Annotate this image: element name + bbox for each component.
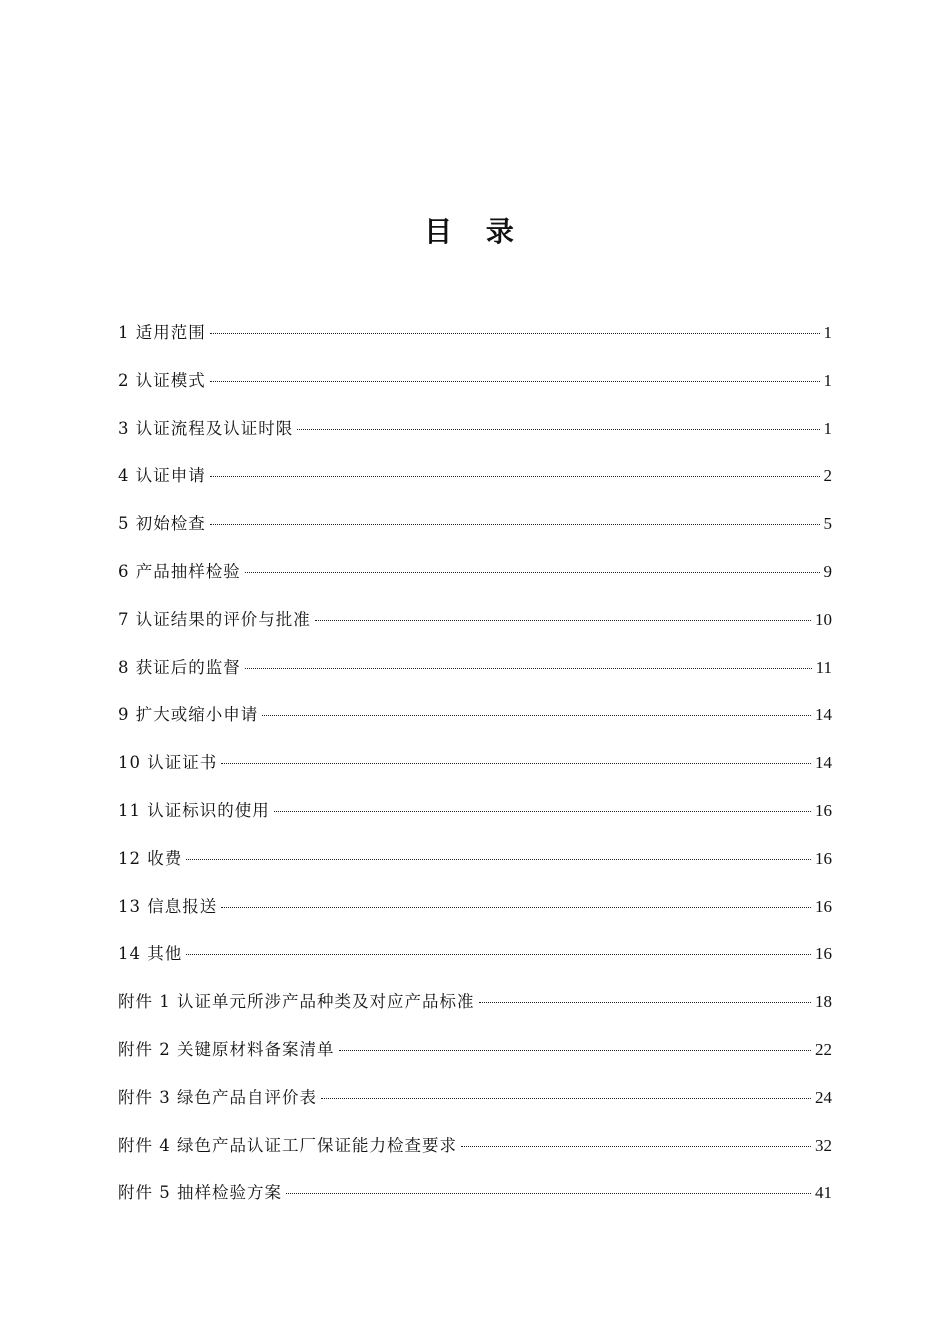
toc-entry-page: 32 [815, 1135, 832, 1155]
toc-entry-label: 10 认证证书 [118, 753, 218, 773]
toc-entry-label: 附件 2 关键原材料备案清单 [118, 1039, 335, 1059]
toc-entry-page: 18 [815, 992, 832, 1012]
toc-entry[interactable] [118, 1083, 832, 1131]
toc-entry[interactable] [118, 939, 832, 987]
toc-entry[interactable] [118, 796, 832, 844]
toc-entry[interactable] [118, 318, 832, 366]
toc-entry-page: 16 [815, 800, 832, 820]
toc-entry-label: 14 其他 [118, 944, 183, 964]
toc-entry[interactable] [118, 414, 832, 462]
toc-entry-page: 1 [823, 370, 832, 390]
toc-dot-leader [245, 572, 820, 573]
toc-dot-leader [210, 333, 820, 334]
toc-entry-label: 6 产品抽样检验 [118, 561, 241, 581]
toc-entry[interactable] [118, 366, 832, 414]
toc-dot-leader [186, 954, 811, 955]
toc-entry[interactable] [118, 987, 832, 1035]
toc-dot-leader [221, 907, 811, 908]
toc-dot-leader [297, 429, 819, 430]
toc-dot-leader [321, 1098, 811, 1099]
toc-dot-leader [274, 811, 811, 812]
toc-dot-leader [262, 715, 811, 716]
toc-entry-page: 24 [815, 1087, 832, 1107]
toc-entry[interactable] [118, 700, 832, 748]
toc-entry[interactable] [118, 653, 832, 701]
toc-dot-leader [186, 859, 811, 860]
toc-entry-page: 2 [823, 466, 832, 486]
toc-dot-leader [210, 524, 820, 525]
toc-entry-page: 14 [815, 705, 832, 725]
toc-entry-page: 10 [815, 609, 832, 629]
toc-entry[interactable] [118, 1131, 832, 1179]
toc-entry-page: 16 [815, 896, 832, 916]
toc-dot-leader [315, 620, 811, 621]
toc-dot-leader [461, 1146, 811, 1147]
toc-dot-leader [479, 1002, 812, 1003]
toc-dot-leader [339, 1050, 812, 1051]
toc-entry[interactable] [118, 844, 832, 892]
toc-entry[interactable] [118, 748, 832, 796]
toc-entry-label: 3 认证流程及认证时限 [118, 418, 294, 438]
toc-entry-label: 11 认证标识的使用 [118, 800, 270, 820]
toc-entry-label: 5 初始检查 [118, 514, 206, 534]
table-of-contents [118, 318, 832, 1226]
toc-entry[interactable] [118, 557, 832, 605]
toc-entry-page: 1 [823, 418, 832, 438]
toc-entry-page: 1 [823, 323, 832, 342]
toc-entry-label: 附件 3 绿色产品自评价表 [118, 1087, 317, 1107]
toc-dot-leader [245, 668, 812, 669]
toc-entry[interactable] [118, 509, 832, 557]
toc-entry-page: 16 [815, 944, 832, 964]
toc-entry-page: 41 [815, 1183, 832, 1203]
toc-entry-label: 4 认证申请 [118, 466, 206, 486]
toc-entry-page: 16 [815, 848, 832, 868]
toc-entry-page: 9 [823, 561, 832, 581]
toc-entry[interactable] [118, 1035, 832, 1083]
toc-dot-leader [221, 763, 811, 764]
toc-entry[interactable] [118, 1178, 832, 1226]
toc-entry-page: 5 [823, 514, 832, 534]
toc-entry-page: 14 [815, 753, 832, 773]
toc-dot-leader [286, 1193, 811, 1194]
toc-entry[interactable] [118, 461, 832, 509]
toc-entry-label: 12 收费 [118, 848, 183, 868]
toc-entry[interactable] [118, 892, 832, 940]
toc-entry-label: 附件 1 认证单元所涉产品种类及对应产品标准 [118, 992, 475, 1012]
toc-entry-label: 7 认证结果的评价与批准 [118, 609, 311, 629]
toc-entry-page: 11 [815, 657, 832, 677]
page-title: 目 录 [424, 215, 526, 248]
toc-entry-label: 附件 5 抽样检验方案 [118, 1183, 282, 1203]
toc-dot-leader [210, 476, 820, 477]
toc-entry-label: 9 扩大或缩小申请 [118, 705, 259, 725]
toc-entry-label: 1 适用范围 [118, 323, 206, 342]
toc-dot-leader [210, 381, 820, 382]
toc-entry-page: 22 [815, 1039, 832, 1059]
toc-entry-label: 2 认证模式 [118, 370, 206, 390]
toc-entry-label: 附件 4 绿色产品认证工厂保证能力检查要求 [118, 1135, 457, 1155]
toc-entry[interactable] [118, 605, 832, 653]
toc-entry-label: 8 获证后的监督 [118, 657, 241, 677]
toc-entry-label: 13 信息报送 [118, 896, 218, 916]
